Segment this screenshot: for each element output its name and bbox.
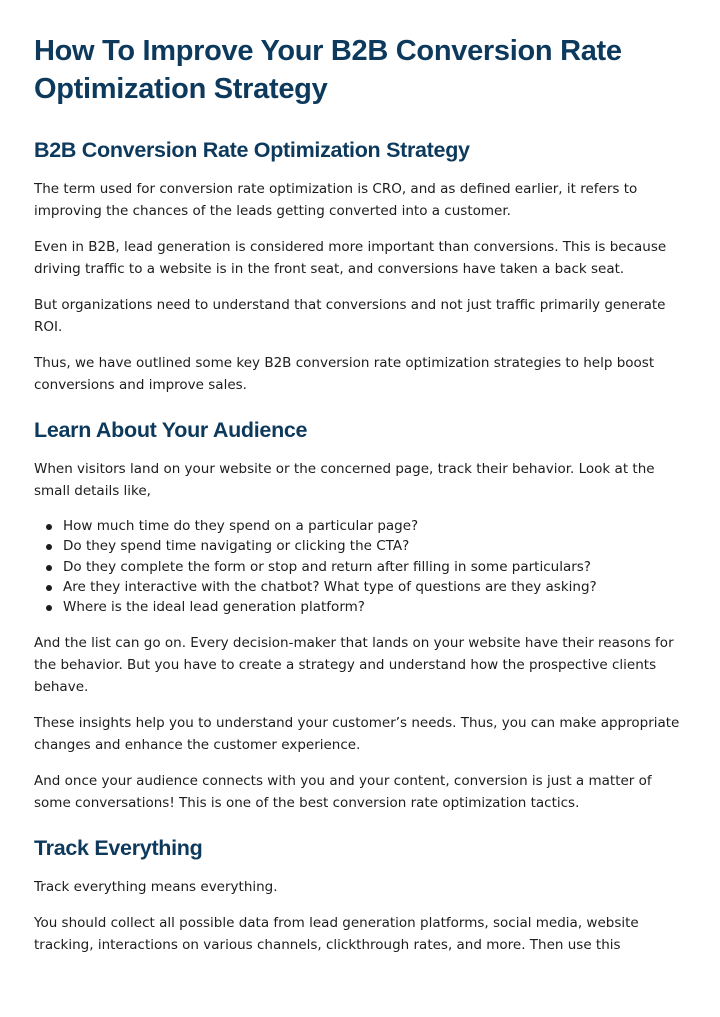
section-track-everything (34, 834, 690, 956)
paragraph: You should collect all possible data from lead generation platforms, social media, website tracking, interactions on various channels, clickthrough rates, and more. Then use this (34, 915, 639, 954)
paragraph: The term used for conversion rate optimization is CRO, and as defined earlier, it refers to improving the chances of the leads getting converted into a customer. (34, 181, 638, 219)
paragraph: And the list can go on. Every decision-maker that lands on your website have their reasons for the behavior. But you have to create a strategy and understand how the prospective clients behave. (34, 635, 674, 696)
bullet-list (34, 516, 690, 617)
paragraph: But organizations need to understand that conversions and not just traffic primarily generate ROI. (34, 297, 666, 335)
list-item: How much time do they spend on a particular page? (63, 516, 690, 536)
section-cro-strategy (34, 136, 690, 396)
paragraph: Thus, we have outlined some key B2B conversion rate optimization strategies to help boost conversions and improve sales. (34, 355, 655, 393)
section-heading: Track Everything (34, 836, 203, 861)
page-title: How To Improve Your B2B Conversion Rate Optimization Strategy (34, 35, 622, 105)
paragraph: When visitors land on your website or the concerned page, track their behavior. Look at the small details like, (34, 461, 655, 499)
list-item: Are they interactive with the chatbot? What type of questions are they asking? (63, 577, 690, 597)
paragraph: Track everything means everything. (34, 879, 278, 896)
paragraph: These insights help you to understand your customer’s needs. Thus, you can make appropriate changes and enhance the customer experience. (34, 715, 680, 754)
paragraph: And once your audience connects with you and your content, conversion is just a matter of some conversations! This is one of the best conversion rate optimization tactics. (34, 773, 652, 812)
list-item: Do they spend time navigating or clicking the CTA? (63, 536, 690, 556)
section-heading: Learn About Your Audience (34, 418, 308, 442)
paragraph: Even in B2B, lead generation is considered more important than conversions. This is because driving traffic to a website is in the front seat, and conversions have taken a back seat. (34, 239, 667, 277)
section-heading: B2B Conversion Rate Optimization Strategy (34, 138, 470, 162)
section-learn-audience (34, 416, 690, 814)
list-item: Do they complete the form or stop and return after filling in some particulars? (63, 557, 690, 577)
list-item: Where is the ideal lead generation platform? (63, 597, 690, 617)
article (34, 32, 690, 970)
